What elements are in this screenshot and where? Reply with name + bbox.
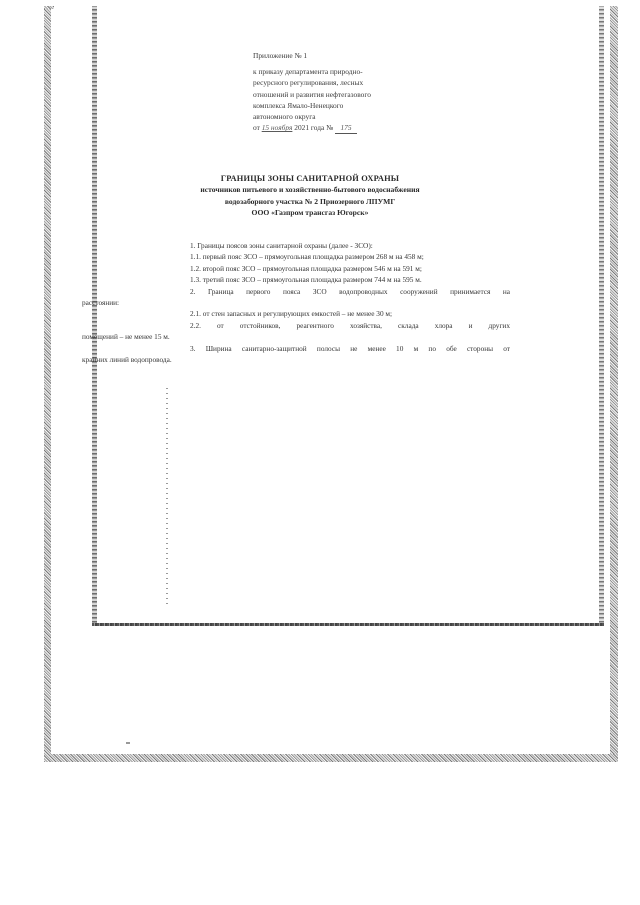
paragraph: 3. Ширина санитарно-защитной полосы не менее 10 м по обе стороны от <box>190 343 510 353</box>
appendix-line: к приказу департамента природно- <box>253 67 363 77</box>
appendix-header <box>253 50 433 134</box>
scan-edge-corner <box>44 6 54 9</box>
paragraph: расстоянии: <box>82 298 120 308</box>
scan-edge-left <box>44 6 51 762</box>
signature-number: 175 <box>335 122 357 134</box>
paragraph: 2.2. от отстойников, реагентного хозяйства, склада хлора и других <box>190 320 510 330</box>
paragraph: крайних линий водопровода. <box>82 355 172 365</box>
appendix-line: отношений и развития нефтегазового <box>253 89 371 99</box>
scan-artifact-dots <box>166 384 168 604</box>
scan-edge-right <box>610 6 618 762</box>
paragraph: 2.1. от стен запасных и регулирующих емкостей – не менее 30 м; <box>190 309 393 319</box>
document-body <box>82 240 510 365</box>
appendix-line: автономного округа <box>253 112 316 122</box>
scan-speck <box>126 742 130 744</box>
appendix-number: Приложение № 1 <box>253 51 308 60</box>
title-line: ООО «Газпром трансгаз Югорск» <box>251 208 369 218</box>
page-edge-right <box>599 6 604 626</box>
title-main: ГРАНИЦЫ ЗОНЫ САНИТАРНОЙ ОХРАНЫ <box>220 174 400 183</box>
paragraph: 1. Границы поясов зоны санитарной охраны (далее - ЗСО): <box>190 241 373 250</box>
appendix-line: комплекса Ямало-Ненецкого <box>253 100 344 110</box>
title-line: источников питьевого и хозяйственно-бытового водоснабжения <box>200 185 420 195</box>
title-line: водозаборного участка № 2 Приозерного ЛПУМГ <box>224 196 396 206</box>
page-edge-bottom <box>92 623 604 626</box>
paragraph: 1.1. первый пояс ЗСО – прямоугольная площадка размером 268 м на 458 м; <box>190 252 424 262</box>
document-title <box>110 173 510 219</box>
signature-prefix: от <box>253 123 260 133</box>
signature-line <box>253 122 433 134</box>
paragraph: 2. Граница первого пояса ЗСО водопроводных сооружений принимается на <box>190 286 510 296</box>
scan-edge-bottom <box>44 754 618 762</box>
paragraph: помещений – не менее 15 м. <box>82 332 170 342</box>
paragraph: 1.2. второй пояс ЗСО – прямоугольная площадка размером 546 м на 591 м; <box>190 263 422 273</box>
paragraph: 1.3. третий пояс ЗСО – прямоугольная площадка размером 744 м на 595 м. <box>190 275 422 285</box>
appendix-line: ресурсного регулирования, лесных <box>253 78 364 88</box>
signature-year: 2021 года № <box>294 123 334 133</box>
signature-date: 15 ноября <box>261 123 293 133</box>
